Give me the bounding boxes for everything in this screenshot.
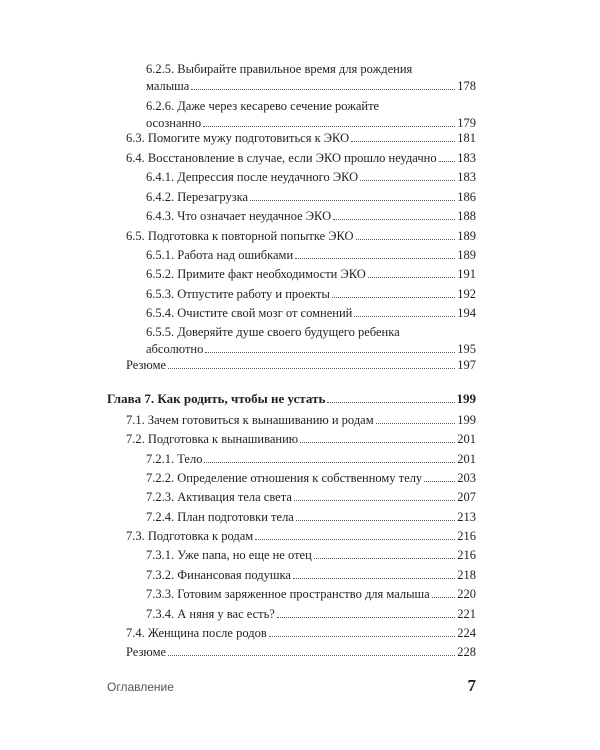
toc-entry [126,357,476,374]
dot-leader [332,297,455,298]
toc-entry-title: Работа над ошибками [177,248,294,262]
toc-entry-title: Перезагрузка [177,190,249,204]
toc-entry [146,169,476,186]
dot-leader [168,368,455,369]
toc-entry-number: 7.2.1. [146,452,175,466]
toc-entry-page: 221 [457,607,476,621]
toc-entry-title: Тело [177,452,203,466]
dot-leader [300,442,455,443]
toc-entry-number: 6.5.5. [146,325,175,339]
toc-entry-page: 201 [457,432,476,446]
toc-entry-number: 6.2.5. [146,62,175,76]
toc-chapter-heading [107,390,476,407]
toc-entry-page: 213 [457,510,476,524]
dot-leader [205,352,455,353]
dot-leader [277,617,455,618]
toc-entry [126,412,476,429]
toc-entry-page: 218 [457,568,476,582]
toc-entry-page: 178 [457,79,476,93]
toc-entry-title: Подготовка к родам [147,529,254,543]
toc-entry-number: 7.3.2. [146,568,175,582]
toc-entry-page: 199 [456,391,476,406]
toc-entry [146,61,476,95]
toc-entry-title: Готовим заряженное пространство для малыша [177,587,430,601]
toc-entry-page: 192 [457,287,476,301]
toc-entry [126,228,476,245]
toc-entry-page: 216 [457,548,476,562]
dot-leader [351,141,455,142]
toc-entry-number: 7.2.2. [146,471,175,485]
toc-entry-title: Восстановление в случае, если ЭКО прошло неудачно [147,151,437,165]
dot-leader [269,636,456,637]
toc-entry [146,324,476,358]
toc-entry [146,606,476,623]
toc-entry-title: Отпустите работу и проекты [177,287,330,301]
page-number: 7 [467,676,476,695]
toc-entry-page: 228 [457,645,476,659]
dot-leader [255,539,455,540]
dot-leader [424,481,455,482]
toc-entry-title: Зачем готовиться к вынашиванию и родам [147,413,374,427]
toc-entry [126,150,476,167]
dot-leader [203,126,455,127]
toc-entry-number: 7.2. [126,432,145,446]
toc-entry [126,644,476,661]
dot-leader [295,258,455,259]
toc-entry-title: Резюме [126,645,167,659]
toc-entry-number: 6.5.4. [146,306,175,320]
toc-entry-number: 6.5.3. [146,287,175,301]
dot-leader [327,402,454,403]
toc-entry-page: 197 [457,358,476,372]
toc-entry [126,130,476,147]
toc-entry-number: 7.1. [126,413,145,427]
toc-entry [146,567,476,584]
dot-leader [368,277,455,278]
toc-entry [126,528,476,545]
toc-entry-page: 189 [457,229,476,243]
toc-entry-page: 186 [457,190,476,204]
toc-entry-title: Помогите мужу подготовиться к ЭКО [147,131,350,145]
toc-entry-title: Определение отношения к собственному телу [177,471,423,485]
toc-entry-title: Женщина после родов [147,626,267,640]
dot-leader [168,655,455,656]
dot-leader [204,462,455,463]
toc-entry-number: 6.4. [126,151,145,165]
dot-leader [360,180,455,181]
toc-entry [146,451,476,468]
dot-leader [296,520,455,521]
toc-entry-page: 183 [457,151,476,165]
toc-entry-page: 181 [457,131,476,145]
toc-entry-page: 179 [457,116,476,130]
toc-entry-title-cont: малыша [146,79,190,93]
toc-entry-number: 7.2.4. [146,510,175,524]
toc-entry-number: 6.4.2. [146,190,175,204]
dot-leader [432,597,456,598]
toc-entry-page: 203 [457,471,476,485]
toc-entry-title: Подготовка к вынашиванию [147,432,299,446]
dot-leader [333,219,455,220]
toc-entry-title: Что означает неудачное ЭКО [177,209,332,223]
toc-entry-number: 6.5.1. [146,248,175,262]
dot-leader [356,239,456,240]
toc-entry-page: 188 [457,209,476,223]
toc-entry [146,98,476,132]
toc-entry-page: 191 [457,267,476,281]
toc-entry [146,286,476,303]
dot-leader [354,316,455,317]
toc-entry [146,305,476,322]
toc-entry-number: 7.3.3. [146,587,175,601]
toc-entry-page: 201 [457,452,476,466]
toc-entry-number: 7.3.4. [146,607,175,621]
toc-entry-number: 7.4. [126,626,145,640]
toc-entry-page: 189 [457,248,476,262]
toc-entry-title: Резюме [126,358,167,372]
toc-entry-title: Финансовая подушка [177,568,291,582]
toc-entry [126,431,476,448]
toc-entry-page: 199 [457,413,476,427]
toc-entry-number: 7.3.1. [146,548,175,562]
toc-entry-title: Депрессия после неудачного ЭКО [177,170,359,184]
toc-entry-page: 195 [457,342,476,356]
toc-entry [146,470,476,487]
toc-entry-number: 7.3. [126,529,145,543]
toc-entry-page: 224 [457,626,476,640]
dot-leader [314,558,455,559]
toc-entry-number: 6.4.3. [146,209,175,223]
toc-entry [146,586,476,603]
dot-leader [439,161,456,162]
toc-entry-title: Доверяйте душе своего будущего ребенка [177,325,400,339]
toc-entry [146,247,476,264]
toc-entry-number: 7.2.3. [146,490,175,504]
running-footer-label: Оглавление [107,680,174,694]
toc-entry-title: Очистите свой мозг от сомнений [177,306,353,320]
toc-entry-title-cont: абсолютно [146,342,204,356]
toc-entry [146,189,476,206]
toc-entry-number: 6.5.2. [146,267,175,281]
toc-entry-page: 216 [457,529,476,543]
toc-entry [126,625,476,642]
toc-entry-title: Примите факт необходимости ЭКО [177,267,366,281]
toc-entry-title-cont: осознанно [146,116,202,130]
toc-entry-number: 6.4.1. [146,170,175,184]
dot-leader [250,200,455,201]
toc-entry [146,208,476,225]
toc-entry-page: 183 [457,170,476,184]
dot-leader [293,578,455,579]
dot-leader [376,423,456,424]
toc-entry-title: Выбирайте правильное время для рождения [177,62,413,76]
toc-entry-title: Активация тела света [177,490,292,504]
toc-entry-title: А няня у вас есть? [177,607,275,621]
toc-entry [146,266,476,283]
dot-leader [294,500,455,501]
toc-entry [146,547,476,564]
dot-leader [191,89,455,90]
toc-entry-title: Даже через кесарево сечение рожайте [177,99,380,113]
toc-entry-page: 207 [457,490,476,504]
toc-entry-page: 220 [457,587,476,601]
toc-entry-title: Уже папа, но еще не отец [177,548,312,562]
toc-entry-title: Глава 7. Как родить, чтобы не устать [107,391,326,406]
toc-entry-title: План подготовки тела [177,510,294,524]
toc-entry-number: 6.3. [126,131,145,145]
toc-entry [146,489,476,506]
toc-entry [146,509,476,526]
toc-entry-page: 194 [457,306,476,320]
toc-entry-title: Подготовка к повторной попытке ЭКО [147,229,354,243]
toc-entry-number: 6.2.6. [146,99,175,113]
toc-entry-number: 6.5. [126,229,145,243]
